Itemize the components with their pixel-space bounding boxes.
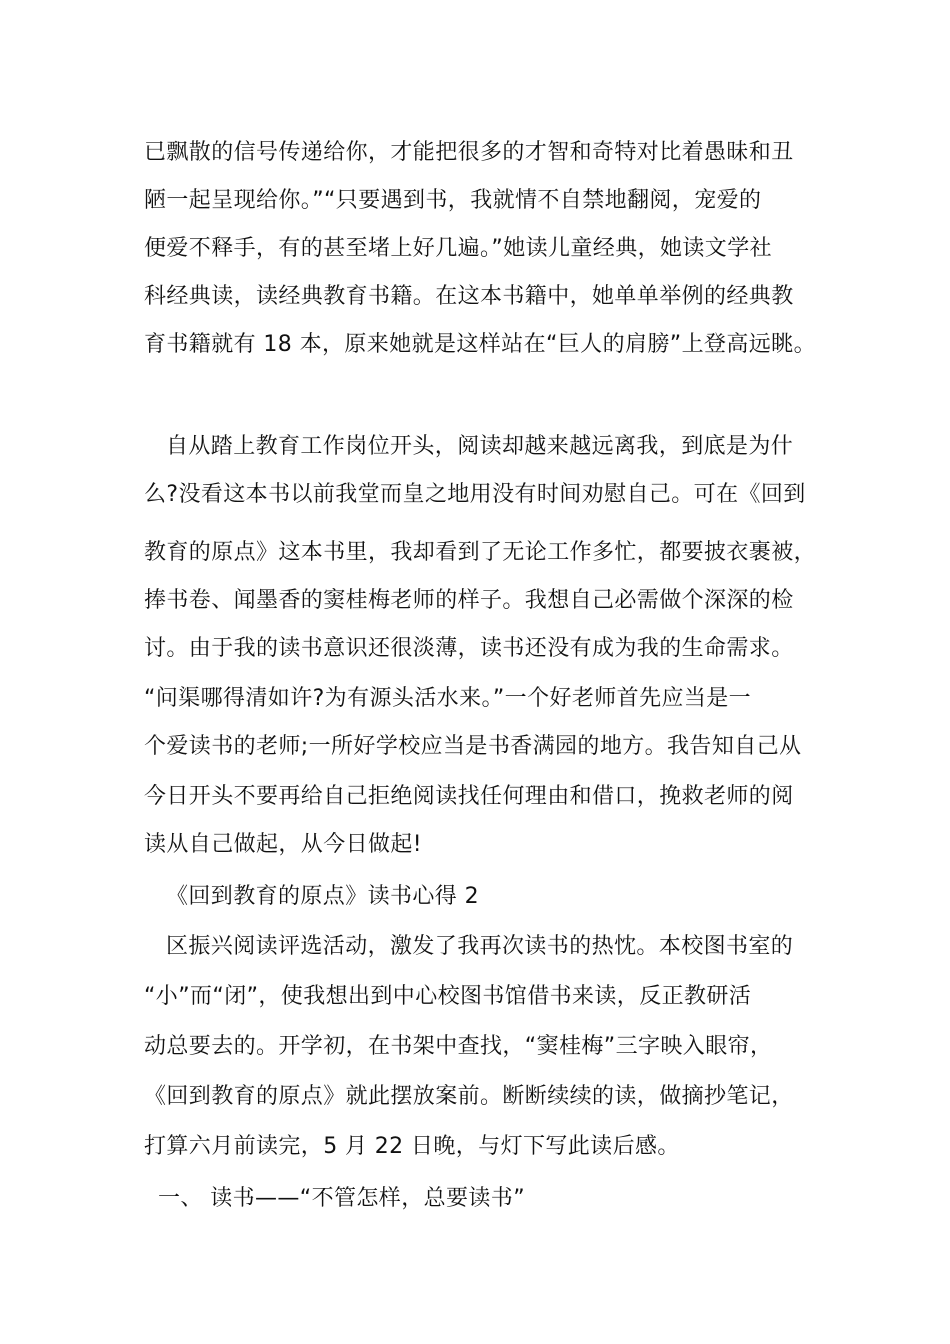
- text-line: 自从踏上教育工作岗位开头，阅读却越来越远离我，到底是为什: [166, 434, 794, 459]
- text-line: 今日开头不要再给自己拒绝阅读找任何理由和借口，挽救老师的阅: [144, 784, 794, 809]
- text-line: 区振兴阅读评选活动，激发了我再次读书的热忱。本校图书室的: [166, 934, 794, 959]
- text-line: 个爱读书的老师;一所好学校应当是书香满园的地方。我告知自己从: [144, 734, 802, 759]
- section-heading: 《回到教育的原点》读书心得 2: [166, 884, 479, 909]
- text-line: 已飘散的信号传递给你，才能把很多的才智和奇特对比着愚昧和丑: [144, 140, 794, 165]
- text-line: 捧书卷、闻墨香的窦桂梅老师的样子。我想自己必需做个深深的检: [144, 588, 794, 613]
- text-line: 便爱不释手，有的甚至堵上好几遍。”她读儿童经典，她读文学社: [144, 236, 772, 261]
- text-line: 陋一起呈现给你。”“只要遇到书，我就情不自禁地翻阅，宠爱的: [144, 188, 762, 213]
- text-line: 读从自己做起，从今日做起!: [144, 832, 423, 857]
- subsection-heading: 一、 读书——“不管怎样，总要读书”: [158, 1186, 525, 1211]
- text-line: 科经典读，读经典教育书籍。在这本书籍中，她单单举例的经典教: [144, 284, 794, 309]
- text-line: 么?没看这本书以前我堂而皇之地用没有时间劝慰自己。可在《回到: [144, 482, 806, 507]
- text-line: 教育的原点》这本书里，我却看到了无论工作多忙，都要披衣裹被，: [144, 540, 817, 565]
- text-line: 讨。由于我的读书意识还很淡薄，读书还没有成为我的生命需求。: [144, 636, 794, 661]
- text-line: “小”而“闭”，使我想出到中心校图书馆借书来读，反正教研活: [144, 984, 752, 1009]
- text-line: 育书籍就有 18 本，原来她就是这样站在“巨人的肩膀”上登高远眺。: [144, 332, 816, 357]
- text-line: 动总要去的。开学初，在书架中查找，“窦桂梅”三字映入眼帘，: [144, 1034, 773, 1059]
- text-line: 打算六月前读完，5 月 22 日晚，与灯下写此读后感。: [144, 1134, 680, 1159]
- text-line: 《回到教育的原点》就此摆放案前。断断续续的读，做摘抄笔记，: [144, 1084, 794, 1109]
- text-line: “问渠哪得清如许?为有源头活水来。”一个好老师首先应当是一: [144, 686, 752, 711]
